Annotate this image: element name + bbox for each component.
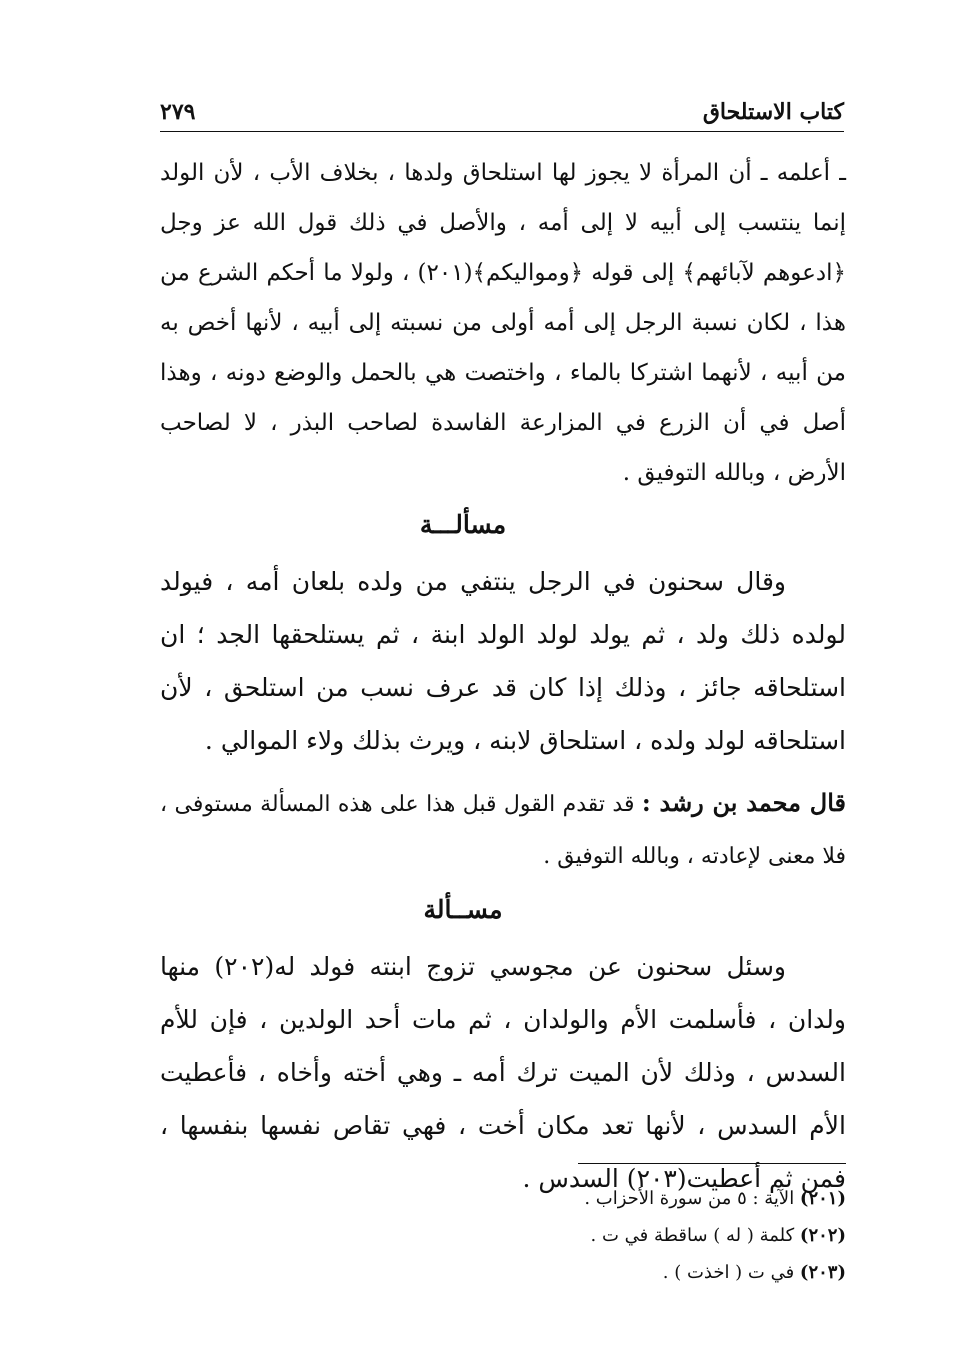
footnote-203 [300, 1254, 846, 1291]
footnote-text: الآية : ٥ من سورة الأحزاب . [584, 1188, 800, 1209]
page-number: ٢٧٩ [160, 99, 196, 125]
section-heading-1: مسألـــة [419, 510, 507, 539]
section-heading-2: مســألة [423, 895, 503, 924]
footnote-divider [578, 1163, 846, 1164]
commentary-text: قد تقدم القول قبل هذا على هذه المسألة مستوفى ، فلا معنى لإعادته ، وبالله التوفيق . [160, 792, 846, 869]
paragraph-opening: ـ أعلمه ـ أن المرأة لا يجوز لها استلحاق ولدها ، بخلاف الأب ، لأن الولد إنما ينتسب إلى أبيه لا إلى أمه ، والأصل في ذلك قول الله عز وجل ﴿ادعوهم لآبائهم﴾ إلى قوله ﴿ومواليكم﴾(٢٠١) ، ولولا ما أحكم الشرع من هذا ، لكان نسبة الرجل إلى أمه أولى من نسبته إلى أبيه ، لأنها أخص به من أبيه ، لأنهما اشتركا بالماء ، واختصت هي بالحمل والوضع دونه ، وهذا أصل في أن الزرع في المزارعة الفاسدة لصاحب البذر ، لا لصاحب الأرض ، وبالله التوفيق . [160, 160, 847, 486]
footnote-text: في ت ( اخذت ) . [662, 1262, 800, 1283]
main-text [160, 148, 846, 1205]
footnote-202 [300, 1217, 846, 1254]
footnote-number: (٢٠٢) [799, 1225, 846, 1246]
footnote-201 [300, 1180, 846, 1217]
running-header [160, 96, 844, 132]
book-title: كتاب الاستلحاق [702, 99, 844, 125]
footnote-text: كلمة ( له ) ساقطة في ت . [590, 1225, 800, 1246]
footnote-number: (٢٠٣) [799, 1262, 846, 1283]
commentary-paragraph [160, 777, 846, 883]
paragraph-question-2: وسئل سحنون عن مجوسي تزوج ابنته فولد له(٢٠٢) منها ولدان ، فأسلمت الأم والولدان ، ثم مات أحد الولدين ، فإن للأم السدس ، وذلك لأن الميت ترك أمه ـ وهي أخته وأخاه ، فأعطيت الأم السدس ، لأنها تعد مكان أخت ، فهي تقاص نفسها بنفسها ، فمن ثم أعطيت(٢٠٣) السدس . [160, 952, 846, 1193]
paragraph-question-1: وقال سحنون في الرجل ينتفي من ولده بلعان أمه ، فيولد لولده ذلك ولد ، ثم يولد لولد الولد ابنة ، ثم يستلحقها الجد ؛ ان استلحاقه جائز ، وذلك إذا كان قد عرف نسب من استلحق ، لأن استلحاقه لولد ولده ، استلحاق لابنه ، ويرث بذلك ولاء الموالي . [160, 567, 846, 755]
footnote-number: (٢٠١) [799, 1188, 846, 1209]
commentary-speaker: قال محمد بن رشد : [641, 788, 846, 817]
footnotes [300, 1180, 846, 1291]
